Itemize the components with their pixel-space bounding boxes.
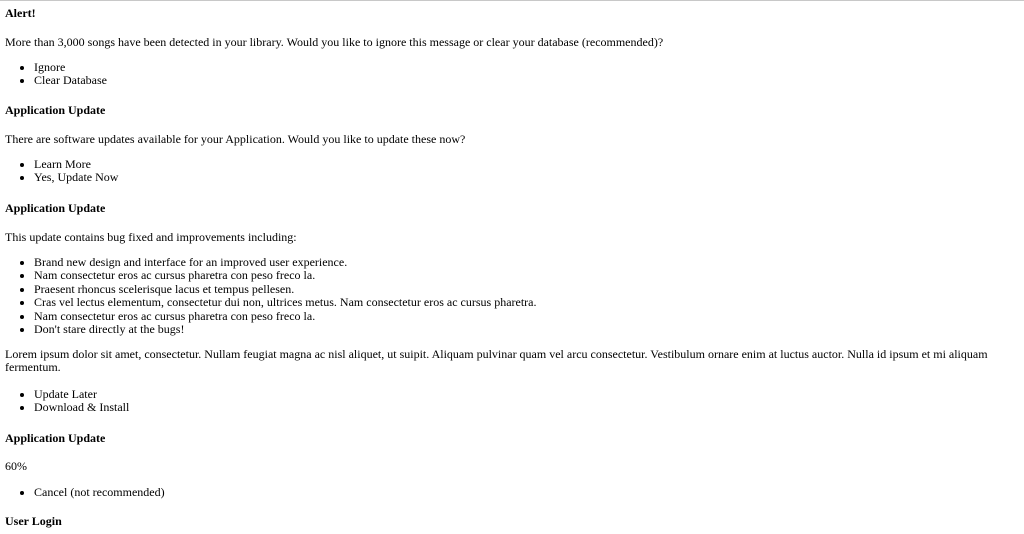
list-item: • Nam consectetur eros ac cursus pharetra con peso freco la.: [34, 310, 537, 323]
progress-percentage: 60%: [5, 459, 27, 473]
clear-database-button[interactable]: • Clear Database: [34, 74, 107, 87]
ignore-button[interactable]: • Ignore: [34, 61, 107, 74]
alert-title: Alert!: [5, 6, 36, 20]
update-prompt-title: Application Update: [5, 103, 106, 117]
update-details-body: Lorem ipsum dolor sit amet, consectetur. Nullam feugiat magna ac nisl aliquet, ut suipit. Aliquam pulvinar quam vel arcu consectetur. Vestibulum ornare enim at luctus auctor. Nulla id ipsum et mi aliquam fermentum.: [5, 347, 988, 374]
list-item: • Brand new design and interface for an improved user experience.: [34, 256, 537, 269]
list-item: • Cras vel lectus elementum, consectetur dui non, ultrices metus. Nam consectetur eros ac cursus pharetra.: [34, 296, 537, 309]
login-title: User Login: [5, 514, 62, 528]
update-prompt-actions: [5, 158, 118, 185]
alert-actions: [5, 61, 107, 88]
update-now-button[interactable]: • Yes, Update Now: [34, 171, 118, 184]
update-details-intro: This update contains bug fixed and improvements including:: [5, 230, 297, 244]
cancel-button[interactable]: • Cancel (not recommended): [34, 486, 165, 499]
update-progress-title: Application Update: [5, 431, 106, 445]
list-item: • Nam consectetur eros ac cursus pharetra con peso freco la.: [34, 269, 537, 282]
update-progress-actions: [5, 486, 165, 499]
download-install-button[interactable]: • Download & Install: [34, 401, 129, 414]
update-details-list: [5, 256, 537, 336]
alert-message: More than 3,000 songs have been detected in your library. Would you like to ignore this message or clear your database (recommended)?: [5, 35, 664, 49]
top-border: [0, 0, 1024, 1]
update-prompt-message: There are software updates available for your Application. Would you like to update these now?: [5, 132, 466, 146]
learn-more-button[interactable]: • Learn More: [34, 158, 118, 171]
update-details-actions: [5, 388, 129, 415]
list-item: • Praesent rhoncus scelerisque lacus et tempus pellesen.: [34, 283, 537, 296]
list-item: • Don't stare directly at the bugs!: [34, 323, 537, 336]
update-details-title: Application Update: [5, 201, 106, 215]
update-later-button[interactable]: • Update Later: [34, 388, 129, 401]
